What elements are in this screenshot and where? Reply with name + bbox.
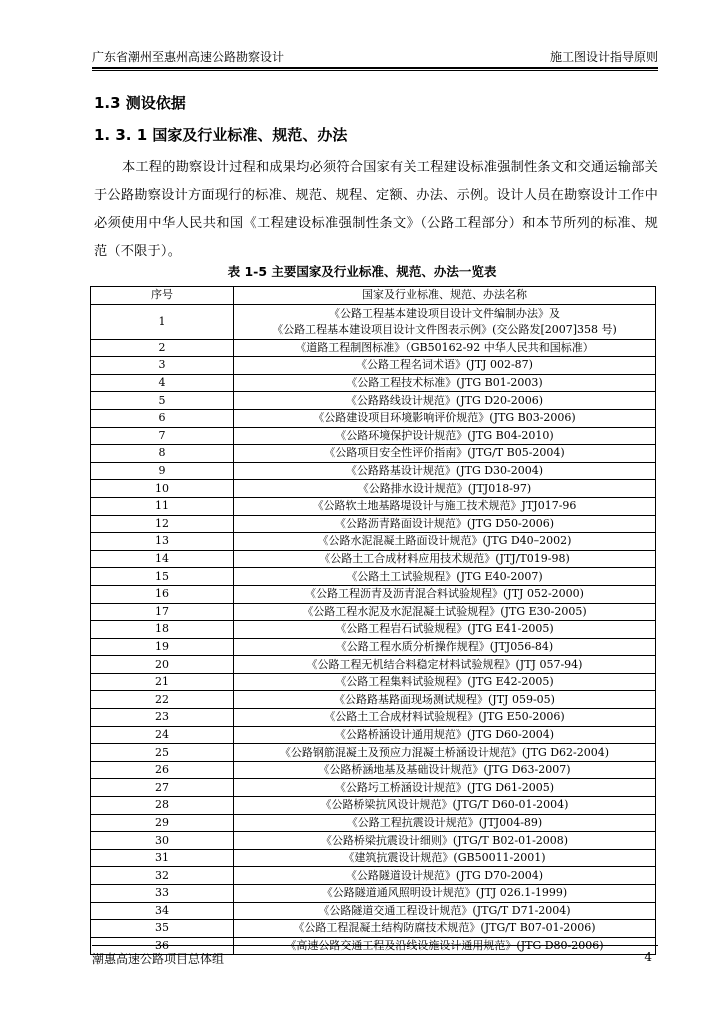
row-name-line1: 《公路工程基本建设项目设计文件编制办法》及 (329, 306, 560, 320)
header-project-title: 广东省潮州至惠州高速公路勘察设计 (92, 50, 285, 64)
table-row (91, 339, 656, 357)
table-row (91, 673, 656, 691)
row-number: 11 (91, 497, 234, 515)
row-name: 《公路隧道通风照明设计规范》(JTJ 026.1-1999) (234, 885, 656, 903)
row-name: 《公路工程名词术语》(JTJ 002-87) (234, 357, 656, 375)
row-number: 30 (91, 832, 234, 850)
row-number: 1 (91, 304, 234, 339)
table-row (91, 902, 656, 920)
row-number: 2 (91, 339, 234, 357)
row-name: 《高速公路交通工程及沿线设施设计通用规范》(JTG D80-2006) (234, 937, 656, 955)
table-row (91, 409, 656, 427)
intro-paragraph: 本工程的勘察设计过程和成果均必须符合国家有关工程建设标准强制性条文和交通运输部关于公路勘察设计方面现行的标准、规范、规程、定额、办法、示例。设计人员在勘察设计工作中必须使用中华人民共和国《工程建设标准强制性条文》（公路工程部分）和本节所列的标准、规范（不限于）。 (94, 160, 658, 259)
header-rule-thin (92, 70, 658, 71)
row-name: 《公路桥涵地基及基础设计规范》(JTG D63-2007) (234, 761, 656, 779)
table-row (91, 357, 656, 375)
row-name: 《公路工程技术标准》(JTG B01-2003) (234, 374, 656, 392)
table-row (91, 744, 656, 762)
row-name: 《公路路基路面现场测试规程》(JTJ 059-05) (234, 691, 656, 709)
row-number: 19 (91, 638, 234, 656)
row-name: 《公路软土地基路堤设计与施工技术规范》JTJ017-96 (234, 497, 656, 515)
row-number: 15 (91, 568, 234, 586)
table-header-row (91, 287, 656, 305)
row-number: 24 (91, 726, 234, 744)
table-row (91, 832, 656, 850)
header-cell-name: 国家及行业标准、规范、办法名称 (234, 287, 656, 305)
table-row (91, 585, 656, 603)
table-row (91, 568, 656, 586)
row-number: 12 (91, 515, 234, 533)
table-row (91, 638, 656, 656)
table-row (91, 779, 656, 797)
table-row (91, 304, 656, 339)
row-number: 16 (91, 585, 234, 603)
row-name: 《公路土工合成材料应用技术规范》(JTJ/T019-98) (234, 550, 656, 568)
row-number: 3 (91, 357, 234, 375)
row-number: 29 (91, 814, 234, 832)
row-name: 《公路水泥混凝土路面设计规范》(JTG D40–2002) (234, 533, 656, 551)
table-row (91, 497, 656, 515)
table-row (91, 691, 656, 709)
row-name: 《公路工程抗震设计规范》(JTJ004-89) (234, 814, 656, 832)
table-row (91, 814, 656, 832)
row-name: 《公路土工合成材料试验规程》(JTG E50-2006) (234, 709, 656, 727)
table-row (91, 920, 656, 938)
page-number: 4 (644, 950, 652, 964)
row-number: 28 (91, 797, 234, 815)
table-row (91, 849, 656, 867)
row-name: 《公路土工试验规程》(JTG E40-2007) (234, 568, 656, 586)
row-name (234, 304, 656, 339)
row-number: 35 (91, 920, 234, 938)
row-number: 4 (91, 374, 234, 392)
table-row (91, 797, 656, 815)
table-row (91, 427, 656, 445)
table-row (91, 761, 656, 779)
table-row (91, 462, 656, 480)
row-number: 33 (91, 885, 234, 903)
row-number: 17 (91, 603, 234, 621)
row-name: 《公路建设项目环境影响评价规范》(JTG B03-2006) (234, 409, 656, 427)
row-number: 6 (91, 409, 234, 427)
row-name: 《道路工程制图标准》（GB50162-92 中华人民共和国标准） (234, 339, 656, 357)
subsection-heading: 1. 3. 1 国家及行业标准、规范、办法 (94, 126, 348, 144)
row-number: 13 (91, 533, 234, 551)
table-row (91, 621, 656, 639)
row-name: 《公路圬工桥涵设计规范》(JTG D61-2005) (234, 779, 656, 797)
row-name: 《公路环境保护设计规范》(JTG B04-2010) (234, 427, 656, 445)
row-name: 《公路工程水泥及水泥混凝土试验规程》(JTG E30-2005) (234, 603, 656, 621)
row-number: 10 (91, 480, 234, 498)
row-number: 20 (91, 656, 234, 674)
table-row (91, 374, 656, 392)
table-row (91, 656, 656, 674)
table-row (91, 603, 656, 621)
header-rule-thick (92, 67, 658, 69)
row-number: 36 (91, 937, 234, 955)
row-name: 《公路工程岩石试验规程》(JTG E41-2005) (234, 621, 656, 639)
row-name: 《公路工程沥青及沥青混合料试验规程》(JTJ 052-2000) (234, 585, 656, 603)
row-name: 《公路桥涵设计通用规范》(JTG D60-2004) (234, 726, 656, 744)
header-chapter-title: 施工图设计指导原则 (549, 50, 658, 64)
row-number: 5 (91, 392, 234, 410)
row-number: 27 (91, 779, 234, 797)
row-name: 《公路桥梁抗震设计细则》(JTG/T B02-01-2008) (234, 832, 656, 850)
standards-table (90, 286, 656, 955)
row-name: 《公路沥青路面设计规范》(JTG D50-2006) (234, 515, 656, 533)
row-number: 31 (91, 849, 234, 867)
row-name: 《公路隧道交通工程设计规范》(JTG/T D71-2004) (234, 902, 656, 920)
row-number: 7 (91, 427, 234, 445)
table-row (91, 726, 656, 744)
row-name: 《公路隧道设计规范》(JTG D70-2004) (234, 867, 656, 885)
table-row (91, 867, 656, 885)
row-number: 14 (91, 550, 234, 568)
row-name: 《公路路基设计规范》(JTG D30-2004) (234, 462, 656, 480)
row-number: 34 (91, 902, 234, 920)
row-number: 32 (91, 867, 234, 885)
row-name: 《公路桥梁抗风设计规范》(JTG/T D60-01-2004) (234, 797, 656, 815)
row-number: 23 (91, 709, 234, 727)
row-name: 《公路工程混凝土结构防腐技术规范》(JTG/T B07-01-2006) (234, 920, 656, 938)
page-header (92, 48, 658, 66)
table-row (91, 445, 656, 463)
header-cell-number: 序号 (91, 287, 234, 305)
row-name: 《公路工程集料试验规程》(JTG E42-2005) (234, 673, 656, 691)
table-row (91, 480, 656, 498)
row-name-line2: 《公路工程基本建设项目设计文件图表示例》(交公路发[2007]358 号) (272, 322, 617, 336)
row-name: 《公路排水设计规范》(JTJ018-97) (234, 480, 656, 498)
row-number: 25 (91, 744, 234, 762)
table-row (91, 392, 656, 410)
row-name: 《公路路线设计规范》(JTG D20-2006) (234, 392, 656, 410)
table-row (91, 885, 656, 903)
row-number: 26 (91, 761, 234, 779)
table-row (91, 550, 656, 568)
table-row (91, 515, 656, 533)
row-number: 9 (91, 462, 234, 480)
row-name: 《公路钢筋混凝土及预应力混凝土桥涵设计规范》(JTG D62-2004) (234, 744, 656, 762)
table-caption: 表 1-5 主要国家及行业标准、规范、办法一览表 (227, 264, 497, 279)
row-number: 8 (91, 445, 234, 463)
footer-rule (92, 945, 658, 946)
section-heading: 1.3 测设依据 (94, 94, 186, 112)
row-name: 《建筑抗震设计规范》(GB50011-2001) (234, 849, 656, 867)
row-number: 21 (91, 673, 234, 691)
row-number: 18 (91, 621, 234, 639)
row-number: 22 (91, 691, 234, 709)
row-name: 《公路项目安全性评价指南》(JTG/T B05-2004) (234, 445, 656, 463)
table-row (91, 533, 656, 551)
footer-organization: 潮惠高速公路项目总体组 (92, 952, 225, 966)
row-name: 《公路工程水质分析操作规程》(JTJ056-84) (234, 638, 656, 656)
row-name: 《公路工程无机结合料稳定材料试验规程》(JTJ 057-94) (234, 656, 656, 674)
table-row (91, 709, 656, 727)
